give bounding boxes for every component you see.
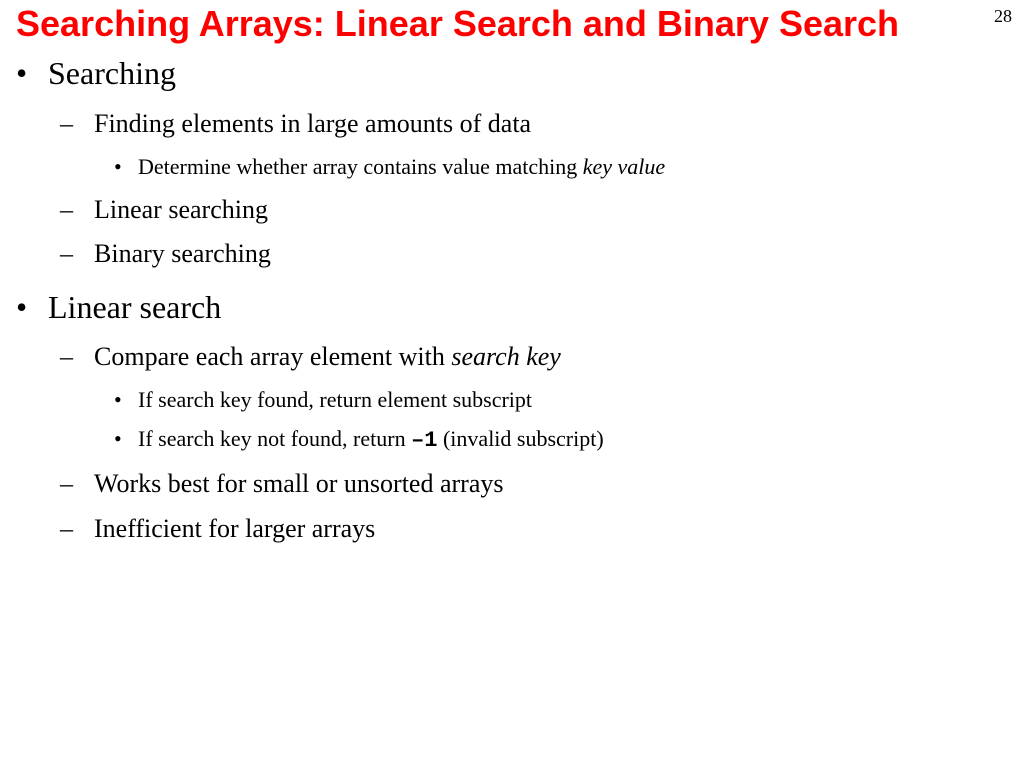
- subsubbullet-text: [138, 425, 604, 455]
- subsubbullet-text: If search key found, return element subscript: [138, 387, 533, 412]
- subbullet-text: Linear searching: [94, 195, 268, 224]
- subbullet-text: Finding elements in large amounts of data: [94, 109, 532, 138]
- subbullet-text: Binary searching: [94, 239, 271, 268]
- search-key-term: search key: [451, 342, 561, 371]
- slide-title: Searching Arrays: Linear Search and Binary Search: [16, 3, 900, 44]
- dash-marker: –: [60, 469, 73, 498]
- dash-marker: –: [60, 514, 73, 543]
- key-value-term: key value: [582, 154, 666, 179]
- bullet-text: Linear search: [48, 289, 222, 325]
- compare-prefix: Compare each array element with: [94, 342, 452, 371]
- subbullet-text: Works best for small or unsorted arrays: [94, 469, 504, 498]
- dash-marker: –: [60, 342, 73, 371]
- dash-marker: –: [60, 239, 73, 268]
- bullet-marker: •: [16, 289, 28, 325]
- subbullet-text: [94, 341, 561, 373]
- dash-marker: –: [60, 109, 73, 138]
- determine-prefix: Determine whether array contains value matching: [138, 154, 583, 179]
- bullet-text: Searching: [48, 55, 176, 91]
- return-value-code: –1: [411, 428, 438, 453]
- bullet-marker: •: [114, 387, 122, 412]
- dash-marker: –: [60, 195, 73, 224]
- subsubbullet-text: [138, 153, 665, 181]
- bullet-marker: •: [114, 426, 122, 451]
- bullet-marker: •: [16, 55, 28, 91]
- not-found-suffix: (invalid subscript): [437, 426, 604, 451]
- not-found-prefix: If search key not found, return: [138, 426, 412, 451]
- page-number: 28: [994, 6, 1012, 26]
- bullet-marker: •: [114, 154, 122, 179]
- subbullet-text: Inefficient for larger arrays: [94, 514, 376, 543]
